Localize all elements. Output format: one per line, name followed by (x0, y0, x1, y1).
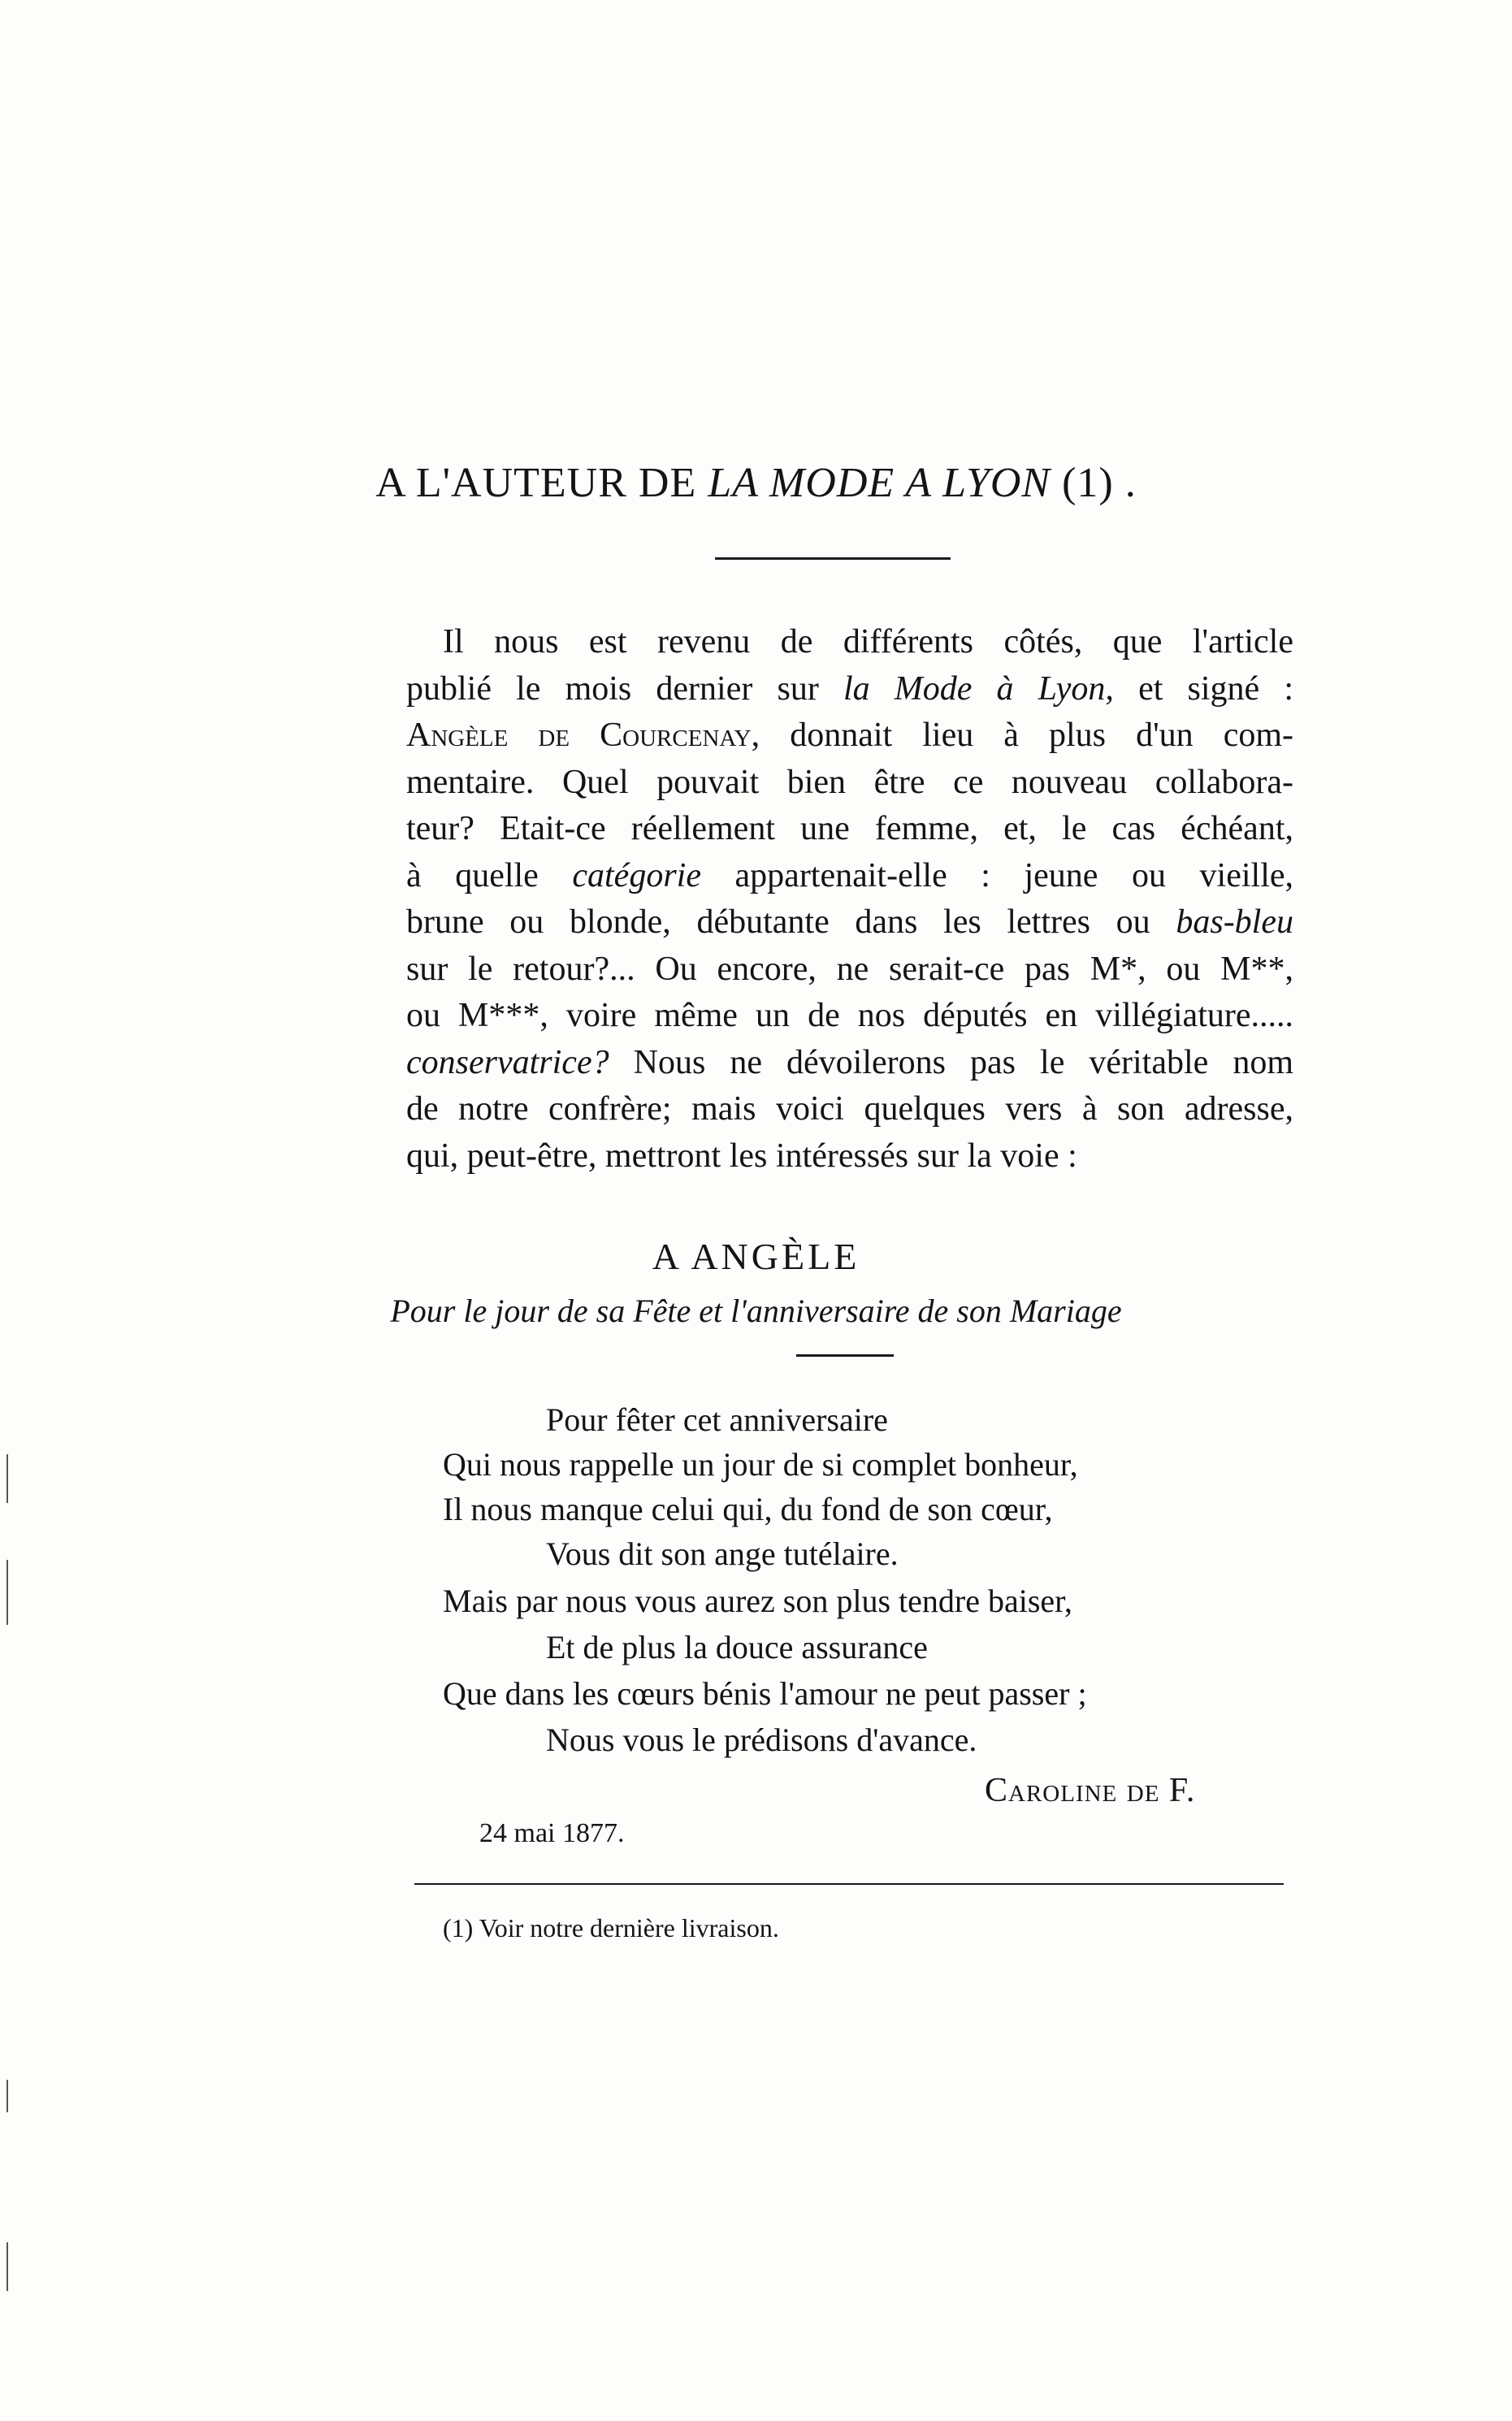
poem-line: Que dans les cœurs bénis l'amour ne peut passer ; (443, 1675, 1087, 1712)
paragraph-line (406, 619, 1293, 666)
paragraph-line (406, 946, 1293, 994)
poem-date: 24 mai 1877. (479, 1818, 625, 1848)
paragraph-line (406, 1040, 1293, 1087)
line-segment: sur le retour?... Ou encore, ne serait-ce pas M*, ou M**, (406, 950, 1293, 988)
line-segment: bas-bleu (1176, 903, 1293, 941)
poem-subtitle: Pour le jour de sa Fête et l'anniversaire de son Mariage (390, 1293, 1122, 1329)
line-segment: Angèle de Courcenay, (406, 717, 760, 754)
paragraph-line (406, 806, 1293, 853)
article-title (0, 455, 1512, 512)
line-segment: et signé : (1113, 669, 1294, 708)
poem-rule (796, 1354, 894, 1357)
margin-mark (6, 2080, 8, 2112)
line-segment: ou M***, voire même un de nos députés en villégiature..... (406, 997, 1293, 1034)
margin-mark (6, 1454, 8, 1503)
footnote-rule (414, 1883, 1284, 1885)
margin-mark (6, 2242, 8, 2291)
line-segment: brune ou blonde, débutante dans les lettres ou (406, 903, 1176, 941)
line-segment: mentaire. Quel pouvait bien être ce nouveau collabora- (406, 763, 1293, 801)
poem-line: Pour fêter cet anniversaire (546, 1401, 888, 1438)
line-segment: Nous ne dévoilerons pas le véritable nom (609, 1043, 1293, 1081)
line-segment: appartenait-elle : jeune ou vieille, (700, 856, 1293, 894)
paragraph-line (406, 1086, 1293, 1133)
line-segment: publié le mois dernier sur (406, 669, 843, 708)
poem-line: Vous dit son ange tutélaire. (546, 1535, 899, 1572)
line-segment: Il nous est revenu de différents côtés, que l'article (443, 623, 1293, 660)
margin-mark (6, 1560, 8, 1625)
line-segment: conservatrice? (406, 1043, 609, 1081)
line-segment: qui, peut-être, mettront les intéressés sur la voie : (406, 1137, 1077, 1175)
poem-line: Qui nous rappelle un jour de si complet bonheur, (443, 1446, 1078, 1483)
title-journal-name: LA MODE A LYON (708, 460, 1051, 506)
footnote: (1) Voir notre dernière livraison. (443, 1913, 779, 1942)
line-segment: la Mode à Lyon, (843, 669, 1114, 708)
poem-line: Nous vous le prédisons d'avance. (546, 1722, 977, 1758)
paragraph-line (406, 666, 1293, 713)
paragraph-line (406, 899, 1293, 946)
line-segment: donnait lieu à plus d'un com- (760, 717, 1294, 754)
paragraph-line (406, 853, 1293, 900)
line-segment: teur? Etait-ce réellement une femme, et, le cas échéant, (406, 810, 1293, 847)
title-footnote-ref: (1) . (1051, 460, 1137, 506)
line-segment: catégorie (572, 856, 701, 894)
paragraph-line (406, 1133, 1293, 1180)
line-segment: à quelle (406, 856, 573, 894)
poem-line: Il nous manque celui qui, du fond de son cœur, (443, 1491, 1053, 1527)
poem-line: Et de plus la douce assurance (546, 1629, 928, 1665)
title-rule (715, 557, 951, 560)
article-paragraph (406, 619, 1293, 1180)
paragraph-line (406, 712, 1293, 760)
poem-signature: Caroline de F. (985, 1772, 1196, 1809)
paragraph-line (406, 760, 1293, 807)
poem-line: Mais par nous vous aurez son plus tendre baiser, (443, 1583, 1072, 1619)
title-prefix: A L'AUTEUR DE (375, 460, 708, 506)
paragraph-line (406, 993, 1293, 1040)
line-segment: de notre confrère; mais voici quelques vers à son adresse, (406, 1090, 1293, 1128)
poem-title: A ANGÈLE (652, 1236, 860, 1277)
